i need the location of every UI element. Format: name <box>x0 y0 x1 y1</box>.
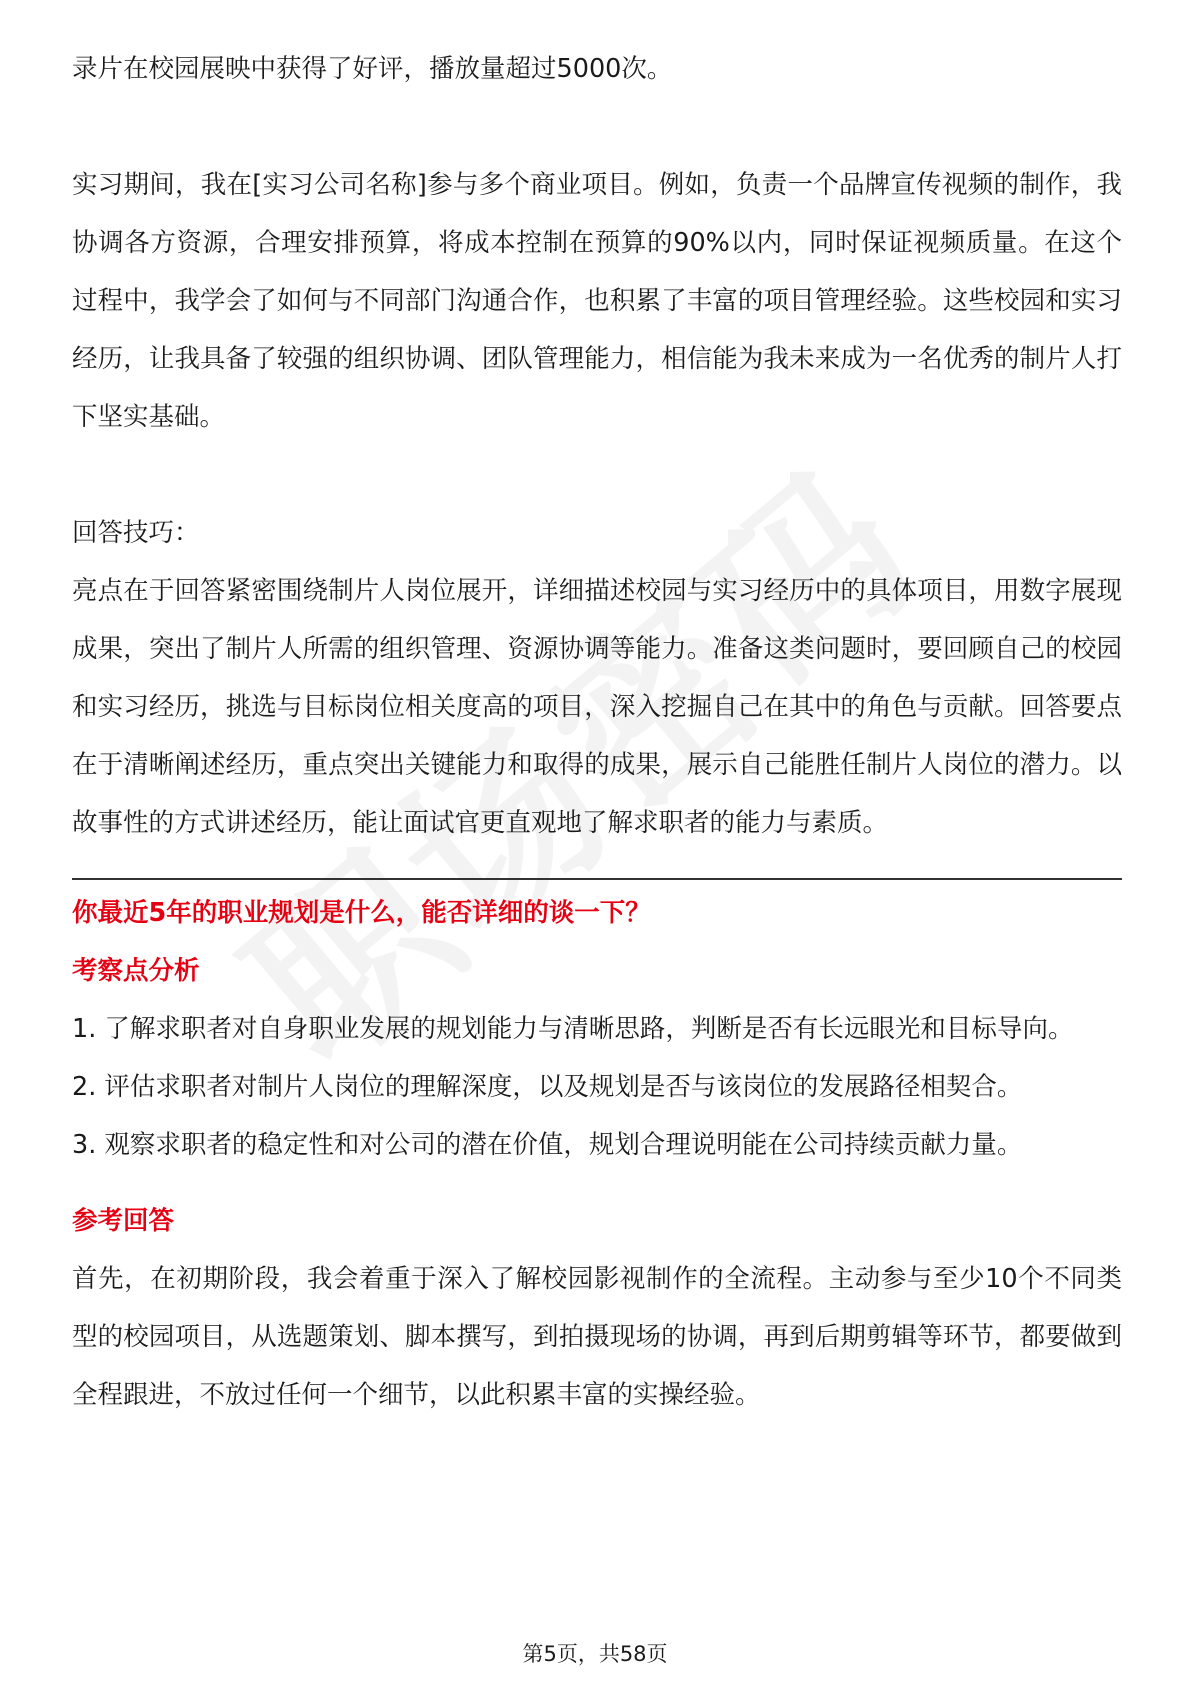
page-number: 第5页，共58页 <box>522 1642 668 1666</box>
section-divider <box>72 878 1122 880</box>
tips-label: 回答技巧： <box>72 518 200 548</box>
reference-heading: 参考回答 <box>72 1206 175 1236</box>
analysis-point-3: 3. 观察求职者的稳定性和对公司的潜在价值，规划合理说明能在公司持续贡献力量。 <box>72 1130 1023 1160</box>
question-title: 你最近5年的职业规划是什么，能否详细的谈一下？ <box>72 898 651 928</box>
analysis-point-2: 2. 评估求职者对制片人岗位的理解深度，以及规划是否与该岗位的发展路径相契合。 <box>72 1072 1023 1102</box>
spacer <box>72 98 1122 156</box>
reference-answer-paragraph: 首先，在初期阶段，我会着重于深入了解校园影视制作的全流程。主动参与至少10个不同类型的校园项目，从选题策划、脚本撰写，到拍摄现场的协调，再到后期剪辑等环节，都要做到全程跟进，不放过任何一个细节，以此积累丰富的实操经验。 <box>72 1264 1122 1410</box>
spacer <box>72 1174 1122 1192</box>
analysis-point-1: 1. 了解求职者对自身职业发展的规划能力与清晰思路，判断是否有长远眼光和目标导向。 <box>72 1014 1074 1044</box>
analysis-heading: 考察点分析 <box>72 956 200 986</box>
intro-tail-paragraph: 录片在校园展映中获得了好评，播放量超过5000次。 <box>72 54 673 84</box>
internship-paragraph: 实习期间，我在[实习公司名称]参与多个商业项目。例如，负责一个品牌宣传视频的制作，我协调各方资源，合理安排预算，将成本控制在预算的90%以内，同时保证视频质量。在这个过程中，我学会了如何与不同部门沟通合作，也积累了丰富的项目管理经验。这些校园和实习经历，让我具备了较强的组织协调、团队管理能力，相信能为我未来成为一名优秀的制片人打下坚实基础。 <box>72 170 1122 432</box>
tips-paragraph: 亮点在于回答紧密围绕制片人岗位展开，详细描述校园与实习经历中的具体项目，用数字展现成果，突出了制片人所需的组织管理、资源协调等能力。准备这类问题时，要回顾自己的校园和实习经历，挑选与目标岗位相关度高的项目，深入挖掘自己在其中的角色与贡献。回答要点在于清晰阐述经历，重点突出关键能力和取得的成果，展示自己能胜任制片人岗位的潜力。以故事性的方式讲述经历，能让面试官更直观地了解求职者的能力与素质。 <box>72 576 1122 838</box>
page-content <box>72 40 1122 1424</box>
spacer <box>72 446 1122 504</box>
